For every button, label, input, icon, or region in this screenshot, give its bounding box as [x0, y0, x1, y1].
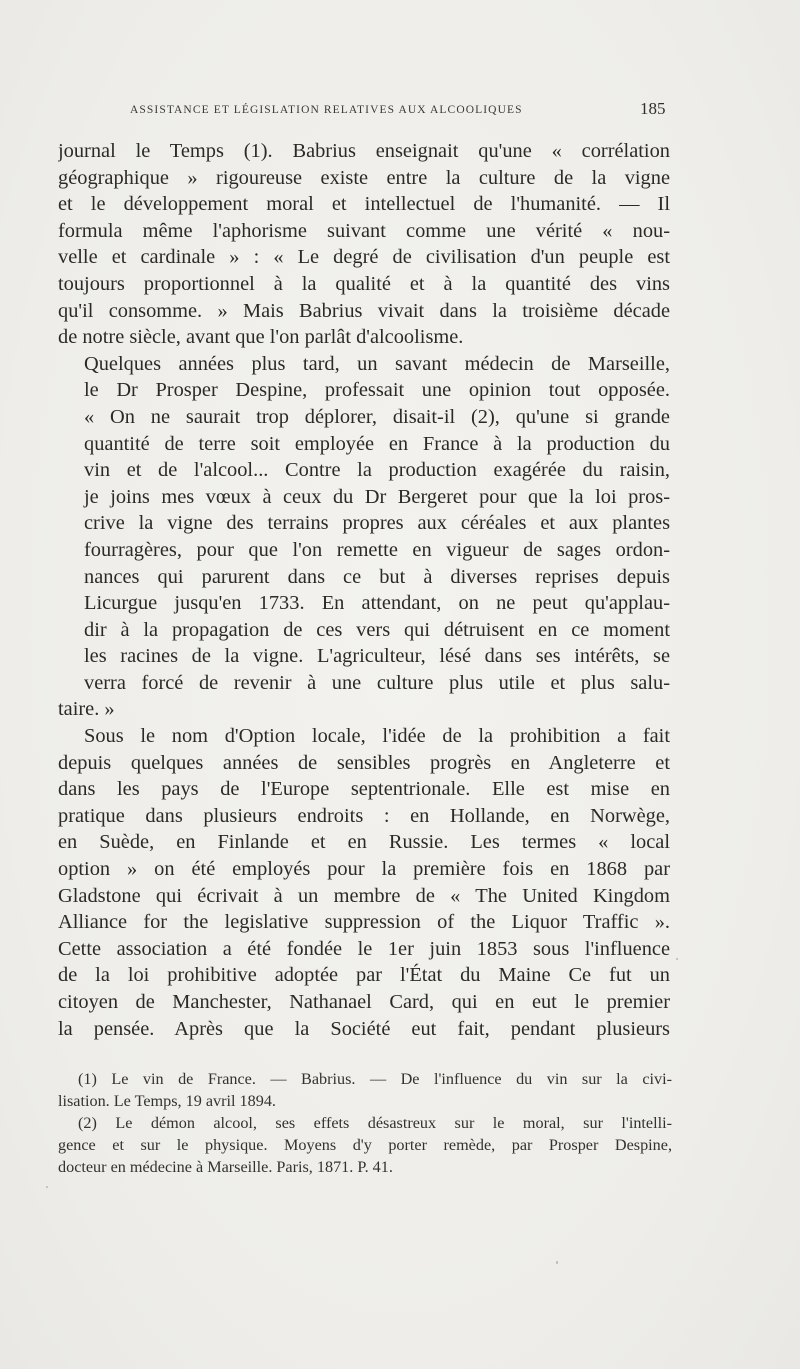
text-line: taire. » [58, 698, 115, 721]
text-line: fourragères, pour que l'on remette en vigueur de sages ordon- [84, 538, 670, 561]
text-line: option » on été employés pour la première fois en 1868 par [58, 858, 670, 881]
text-line: dir à la propagation de ces vers qui détruisent en ce moment [84, 618, 670, 641]
text-line: Alliance for the legislative suppression of the Liquor Traffic ». [58, 911, 670, 934]
text-line: nances qui parurent dans ce but à diverses reprises depuis [84, 565, 670, 588]
text-line: « On ne saurait trop déplorer, disait-il (2), qu'une si grande [84, 405, 670, 428]
running-title: ASSISTANCE ET LÉGISLATION RELATIVES AUX ALCOOLIQUES [130, 104, 523, 116]
text-line: toujours proportionnel à la qualité et à la quantité des vins [58, 272, 670, 295]
footnote-line: gence et sur le physique. Moyens d'y porter remède, par Prosper Despine, [58, 1136, 672, 1154]
text-line: crive la vigne des terrains propres aux céréales et aux plantes [84, 512, 670, 535]
main-text [58, 138, 670, 1042]
text-line: en Suède, en Finlande et en Russie. Les termes « local [58, 831, 670, 854]
text-line: verra forcé de revenir à une culture plus utile et plus salu- [84, 671, 670, 694]
paragraph [58, 351, 670, 723]
text-line: quantité de terre soit employée en France à la production du [84, 432, 670, 455]
paper-speck [676, 958, 678, 960]
text-line: journal le Temps (1). Babrius enseignait qu'une « corrélation [58, 140, 670, 162]
text-line: et le développement moral et intellectuel de l'humanité. — Il [58, 193, 670, 216]
text-line: Cette association a été fondée le 1er juin 1853 sous l'influence [58, 937, 670, 960]
footnote-line: lisation. Le Temps, 19 avril 1894. [58, 1092, 276, 1110]
text-line: de la loi prohibitive adoptée par l'État du Maine Ce fut un [58, 964, 670, 987]
text-line: de notre siècle, avant que l'on parlât d'alcoolisme. [58, 326, 464, 349]
text-line: velle et cardinale » : « Le degré de civilisation d'un peuple est [58, 246, 670, 269]
paper-speck [46, 1186, 48, 1188]
text-line: pratique dans plusieurs endroits : en Hollande, en Norwège, [58, 804, 670, 827]
text-line: Gladstone qui écrivait à un membre de « The United Kingdom [58, 884, 670, 907]
page-number: 185 [640, 99, 666, 118]
text-line: géographique » rigoureuse existe entre la culture de la vigne [58, 166, 670, 189]
text-line: citoyen de Manchester, Nathanael Card, qui en eut le premier [58, 991, 670, 1013]
paragraph [58, 723, 670, 1042]
text-line: dans les pays de l'Europe septentrionale. Elle est mise en [58, 778, 670, 801]
text-line: la pensée. Après que la Société eut fait, pendant plusieurs [58, 1017, 670, 1040]
footnote-line: (2) Le démon alcool, ses effets désastreux sur le moral, sur l'intelli- [78, 1114, 672, 1132]
text-line: formula même l'aphorisme suivant comme une vérité « nou- [58, 219, 670, 242]
text-line: vin et de l'alcool... Contre la production exagérée du raisin, [84, 459, 670, 482]
text-line: Licurgue jusqu'en 1733. En attendant, on ne peut qu'applau- [84, 592, 670, 615]
footnotes [58, 1068, 672, 1178]
text-line: je joins mes vœux à ceux du Dr Bergeret pour que la loi pros- [84, 485, 670, 508]
text-line: qu'il consomme. » Mais Babrius vivait dans la troisième décade [58, 299, 670, 322]
footnote-line: (1) Le vin de France. — Babrius. — De l'influence du vin sur la civi- [78, 1070, 672, 1088]
text-line: le Dr Prosper Despine, professait une opinion tout opposée. [84, 379, 670, 402]
footnote-line: docteur en médecine à Marseille. Paris, 1871. P. 41. [58, 1158, 393, 1176]
text-line: Sous le nom d'Option locale, l'idée de la prohibition a fait [84, 725, 670, 748]
text-line: les racines de la vigne. L'agriculteur, lésé dans ses intérêts, se [84, 645, 670, 668]
paper-speck [556, 1261, 558, 1264]
text-line: depuis quelques années de sensibles progrès en Angleterre et [58, 751, 670, 774]
paragraph [58, 138, 670, 351]
text-line: Quelques années plus tard, un savant médecin de Marseille, [84, 352, 670, 375]
